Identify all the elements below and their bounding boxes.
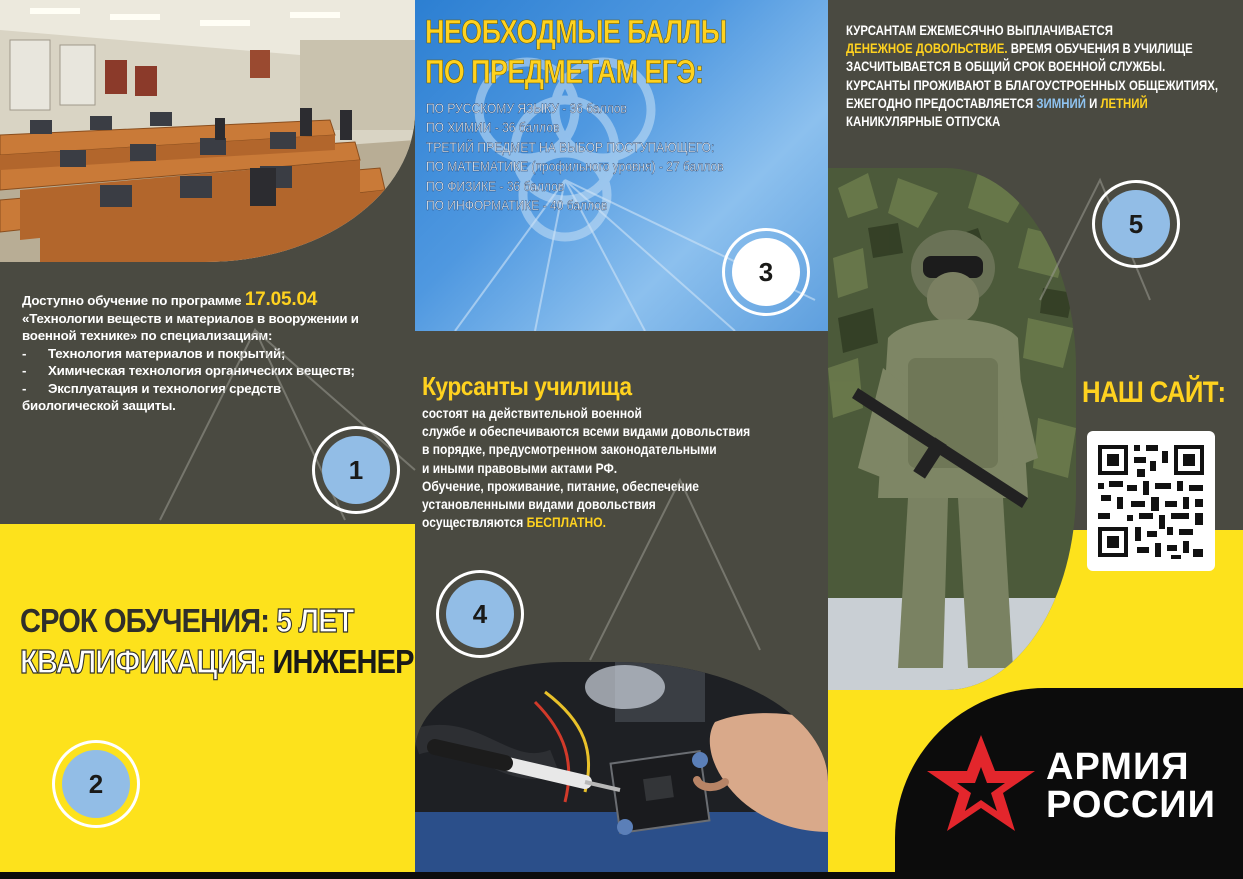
yellow-block-left bbox=[0, 524, 415, 872]
badge-5: 5 bbox=[1092, 180, 1180, 268]
free-highlight: БЕСПЛАТНО. bbox=[526, 514, 606, 531]
brand-line2: РОССИИ bbox=[1046, 784, 1216, 826]
qualification-label: КВАЛИФИКАЦИЯ: bbox=[20, 643, 266, 680]
term-label: СРОК ОБУЧЕНИЯ: bbox=[20, 602, 269, 639]
soldering-photo bbox=[415, 662, 828, 872]
program-code: 17.05.04 bbox=[244, 289, 318, 310]
specialization-tail: биологической защиты. bbox=[22, 398, 176, 413]
badge-2: 2 bbox=[52, 740, 140, 828]
brand-logo-text bbox=[1046, 748, 1216, 824]
list-item: ПО ИНФОРМАТИКЕ - 40 баллов bbox=[426, 197, 608, 214]
badge-3: 3 bbox=[722, 228, 810, 316]
allowance-info: КУРСАНТАМ ЕЖЕМЕСЯЧНО ВЫПЛАЧИВАЕТСЯ ДЕНЕЖНОЕ ДОВОЛЬСТВИЕ. ВРЕМЯ ОБУЧЕНИЯ В УЧИЛИЩЕ ЗАСЧИТЫВАЕТСЯ В ОБЩИЙ СРОК ВОЕННОЙ СЛУЖБЫ. КУРСАНТЫ ПРОЖИВАЮТ В БЛАГОУСТРОЕННЫХ ОБЩЕЖИТИЯХ, ЕЖЕГОДНО ПРЕДОСТАВЛЯЕТСЯ ЗИМНИЙ И ЛЕТНИЙ КАНИКУЛЯРНЫЕ ОТПУСКА bbox=[846, 23, 1219, 130]
term-value: 5 ЛЕТ bbox=[276, 602, 354, 639]
program-prefix: Доступно обучение по программе bbox=[22, 293, 245, 308]
badge-1: 1 bbox=[312, 426, 400, 514]
list-item: ПО ФИЗИКЕ - 36 баллов bbox=[426, 177, 565, 194]
site-heading: НАШ САЙТ: bbox=[1082, 376, 1226, 409]
list-item: - Химическая технология органических веществ; bbox=[22, 363, 355, 378]
summer-highlight: ЛЕТНИЙ bbox=[1100, 95, 1148, 111]
red-star-icon bbox=[925, 733, 1037, 833]
term-qualification bbox=[20, 600, 414, 682]
badge-4: 4 bbox=[436, 570, 524, 658]
list-item: ПО МАТЕМАТИКЕ (профильного уровня) - 27 баллов bbox=[426, 158, 724, 175]
qr-code[interactable] bbox=[1087, 431, 1215, 571]
list-item: ПО РУССКОМУ ЯЗЫКУ - 36 баллов bbox=[426, 100, 627, 116]
soldier-photo bbox=[828, 168, 1076, 690]
list-item: - Эксплуатация и технология средств bbox=[22, 380, 281, 396]
program-description bbox=[22, 291, 402, 415]
bottom-border bbox=[0, 872, 1243, 879]
program-name: «Технологии веществ и материалов в вооружении и военной технике» по специализациям: bbox=[22, 310, 359, 343]
list-item: - Технология материалов и покрытий; bbox=[22, 345, 286, 361]
brand-line1: АРМИЯ bbox=[1046, 746, 1190, 788]
winter-highlight: ЗИМНИЙ bbox=[1036, 95, 1086, 111]
classroom-photo bbox=[0, 0, 415, 262]
qualification-value: ИНЖЕНЕР bbox=[272, 643, 414, 680]
cadets-description: состоят на действительной военной службе и обеспечиваются всеми видами довольствия в порядке, предусмотренном законодательными и иными правовыми актами РФ. Обучение, проживание, питание, обеспечение установленными видами довольствия осуществляются БЕСПЛАТНО. bbox=[422, 405, 751, 531]
allowance-highlight: ДЕНЕЖНОЕ ДОВОЛЬСТВИЕ. bbox=[846, 41, 1008, 57]
cadets-heading: Курсанты училища bbox=[422, 371, 632, 401]
list-item: ПО ХИМИИ - 36 баллов bbox=[426, 119, 560, 136]
list-item: ТРЕТИЙ ПРЕДМЕТ НА ВЫБОР ПОСТУПАЮЩЕГО: bbox=[426, 138, 715, 155]
exam-title: НЕОБХОДМЫЕ БАЛЛЫ ПО ПРЕДМЕТАМ ЕГЭ: bbox=[425, 13, 727, 90]
exam-scores-list bbox=[426, 99, 724, 215]
